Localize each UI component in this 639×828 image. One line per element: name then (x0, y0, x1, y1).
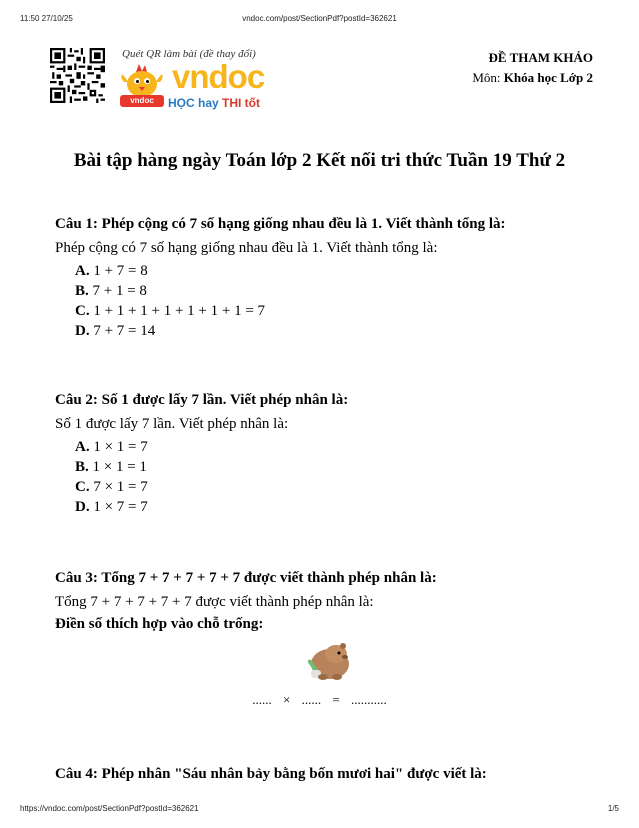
vndoc-wordmark: vndoc (172, 58, 265, 95)
blank-factor-1[interactable]: ...... (252, 692, 272, 707)
question-3 (55, 568, 599, 634)
vndoc-logo (118, 46, 288, 114)
option-a[interactable]: A. 1 + 7 = 8 (75, 263, 148, 279)
option-b[interactable]: B. 1 × 1 = 1 (75, 459, 147, 475)
capybara-mascot-icon (305, 640, 351, 684)
subject-line: Môn: Khóa học Lớp 2 (472, 70, 593, 85)
question-text: Phép cộng có 7 số hạng giống nhau đều là 1. Viết thành tổng là: (55, 240, 438, 256)
option-a[interactable]: A. 1 × 1 = 7 (75, 439, 148, 455)
fill-blank-equation (0, 692, 639, 708)
subject-name: Khóa học Lớp 2 (503, 70, 593, 85)
print-datetime: 11:50 27/10/25 (20, 14, 73, 23)
print-url: vndoc.com/post/SectionPdf?postId=362621 (242, 14, 397, 23)
equals-sign: = (332, 692, 340, 707)
option-c[interactable]: C. 1 + 1 + 1 + 1 + 1 + 1 + 1 = 7 (75, 303, 266, 319)
blank-factor-2[interactable]: ...... (301, 692, 322, 707)
exam-type: ĐỀ THAM KHẢO (488, 50, 593, 65)
page-number: 1/5 (607, 804, 619, 813)
question-heading: Câu 1: Phép cộng có 7 số hạng giống nhau đều là 1. Viết thành tổng là: (55, 216, 506, 232)
multiply-sign: × (283, 692, 291, 707)
option-d[interactable]: D. 1 × 7 = 7 (75, 499, 148, 515)
option-b[interactable]: B. 7 + 1 = 8 (75, 283, 147, 299)
print-header (20, 14, 619, 26)
fill-blank-instruction: Điền số thích hợp vào chỗ trống: (55, 616, 264, 632)
footer-url: https://vndoc.com/post/SectionPdf?postId=362621 (20, 804, 199, 813)
vndoc-tagline: HỌC hay THI tốt (168, 96, 261, 110)
vndoc-tag: vndoc (120, 95, 164, 107)
option-c[interactable]: C. 7 × 1 = 7 (75, 479, 148, 495)
question-text: Tổng 7 + 7 + 7 + 7 + 7 được viết thành phép nhân là: (55, 594, 374, 610)
qr-code-icon (50, 48, 105, 103)
question-heading: Câu 3: Tổng 7 + 7 + 7 + 7 + 7 được viết thành phép nhân là: (55, 570, 437, 586)
answer-options (75, 261, 599, 341)
option-d[interactable]: D. 7 + 7 = 14 (75, 323, 156, 339)
document-title: Bài tập hàng ngày Toán lớp 2 Kết nối tri thức Tuần 19 Thứ 2 (73, 150, 566, 171)
qr-caption: Quét QR làm bài (đề thay đổi) (122, 48, 256, 60)
question-heading: Câu 2: Số 1 được lấy 7 lần. Viết phép nhân là: (55, 392, 349, 408)
question-text: Số 1 được lấy 7 lần. Viết phép nhân là: (55, 416, 289, 432)
question-4 (55, 764, 599, 784)
header-right (472, 48, 593, 88)
question-2 (55, 390, 599, 517)
question-1 (55, 214, 599, 341)
answer-options (75, 437, 599, 517)
blank-product[interactable]: ........... (350, 692, 387, 707)
question-heading: Câu 4: Phép nhân "Sáu nhân bảy bằng bốn mươi hai" được viết là: (55, 766, 487, 782)
print-footer (20, 804, 619, 816)
